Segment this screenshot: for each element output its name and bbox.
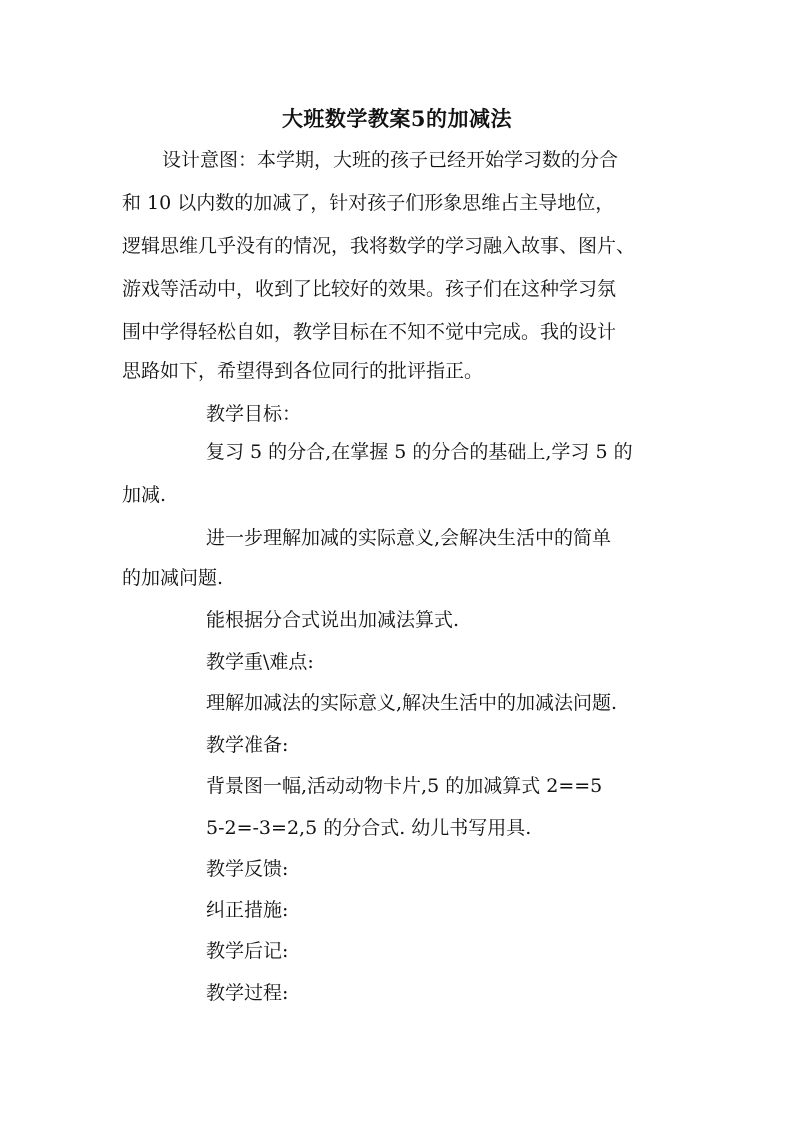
intro-line-2: 和 10 以内数的加减了，针对孩子们形象思维占主导地位，: [122, 192, 615, 214]
process-heading: 教学过程:: [206, 982, 289, 1004]
page-title: 大班数学教案5的加减法: [281, 106, 513, 131]
intro-line-4: 游戏等活动中，收到了比较好的效果。孩子们在这种学习氛: [122, 278, 617, 300]
intro-line-3: 逻辑思维几乎没有的情况，我将数学的学习融入故事、图片、: [122, 235, 636, 257]
preparation-line-1: 背景图一幅,活动动物卡片,5 的加减算式 2==5: [206, 775, 603, 797]
preparation-heading: 教学准备:: [206, 734, 289, 756]
intro-line-5: 围中学得轻松自如，教学目标在不知不觉中完成。我的设计: [122, 321, 617, 343]
preparation-line-2: 5-2=-3=2,5 的分合式. 幼儿书写用具.: [206, 817, 532, 839]
objective-3: 能根据分合式说出加减法算式.: [206, 609, 460, 631]
postscript-heading: 教学后记:: [206, 940, 289, 962]
objective-2-line-1: 进一步理解加减的实际意义,会解决生活中的简单: [206, 527, 612, 549]
objective-1-line-2: 加减.: [122, 484, 167, 506]
objective-1-line-1: 复习 5 的分合,在掌握 5 的分合的基础上,学习 5 的: [206, 441, 633, 463]
feedback-heading: 教学反馈:: [206, 858, 289, 880]
objectives-heading: 教学目标：: [206, 403, 302, 425]
intro-line-1: 设计意图：本学期，大班的孩子已经开始学习数的分合: [162, 149, 619, 171]
objective-2-line-2: 的加减问题.: [122, 567, 224, 589]
key-points-heading: 教学重\难点:: [206, 651, 314, 673]
intro-line-6: 思路如下，希望得到各位同行的批评指正。: [122, 360, 484, 382]
correction-heading: 纠正措施:: [206, 899, 289, 921]
key-points-text: 理解加减法的实际意义,解决生活中的加减法问题.: [206, 692, 618, 714]
